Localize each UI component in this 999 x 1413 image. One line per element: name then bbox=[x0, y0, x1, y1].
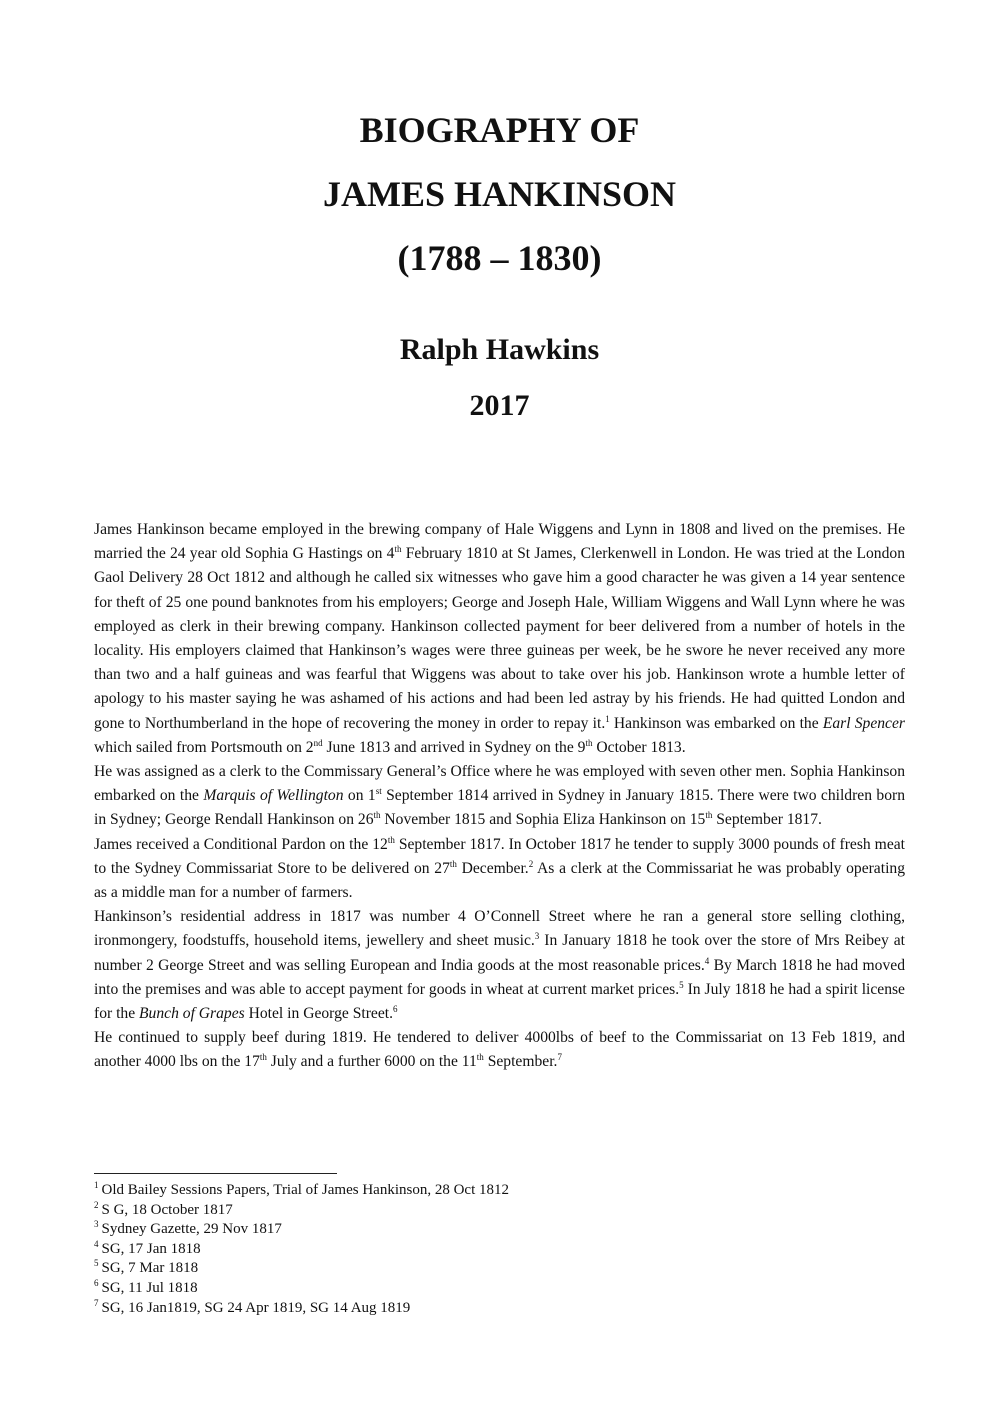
text-run: James received a Conditional Pardon on the 12 bbox=[94, 835, 388, 853]
footnote-ref-2[interactable]: 2 bbox=[528, 858, 534, 869]
footnote-6 bbox=[94, 1279, 905, 1299]
footnote-7 bbox=[94, 1299, 905, 1319]
paragraph-3 bbox=[94, 833, 905, 906]
footnote-5 bbox=[94, 1259, 905, 1279]
ordinal-suffix: th bbox=[705, 810, 713, 821]
footnote-1 bbox=[94, 1181, 905, 1201]
text-run: He continued to supply beef during 1819. He tendered to deliver 4000lbs of beef to the Commissariat on 13 Feb 1819, and another 4000 lbs on the 17 bbox=[94, 1029, 905, 1071]
ordinal-suffix: th bbox=[585, 737, 593, 748]
text-run: September 1817. bbox=[712, 811, 822, 829]
text-run: on 1 bbox=[343, 787, 376, 805]
footnote-text: SG, 7 Mar 1818 bbox=[101, 1260, 199, 1277]
text-run: December. bbox=[456, 859, 529, 877]
footnote-number: 3 bbox=[94, 1219, 99, 1230]
footnote-ref-6[interactable]: 6 bbox=[392, 1004, 398, 1015]
ordinal-suffix: st bbox=[375, 786, 382, 797]
text-run: June 1813 and arrived in Sydney on the 9 bbox=[322, 738, 586, 756]
ordinal-suffix: th bbox=[394, 544, 402, 555]
title-line-2: JAMES HANKINSON bbox=[322, 174, 677, 214]
footnote-3 bbox=[94, 1220, 905, 1240]
text-run: September 1814 arrived in Sydney in January 1815. There were two children born in Sydney; George Rendall Hankinson on 26 bbox=[94, 787, 905, 829]
paragraph-5 bbox=[94, 1026, 905, 1074]
text-run: As a clerk at the Commissariat he was probably operating as a middle man for a number of farmers. bbox=[94, 859, 905, 902]
paragraph-2 bbox=[94, 760, 905, 833]
document-title bbox=[0, 98, 999, 290]
paragraph-4 bbox=[94, 905, 905, 1026]
text-run: September. bbox=[483, 1053, 558, 1071]
byline bbox=[0, 322, 999, 434]
footnote-text: Old Bailey Sessions Papers, Trial of James Hankinson, 28 Oct 1812 bbox=[101, 1182, 509, 1198]
text-run: Hankinson’s residential address in 1817 was number 4 O’Connell Street where he ran a general store selling clothing, ironmongery, foodstuffs, household items, jewellery and sheet music. bbox=[94, 908, 905, 950]
footnote-ref-7[interactable]: 7 bbox=[557, 1052, 562, 1063]
footnote-ref-4[interactable]: 4 bbox=[704, 955, 710, 966]
footnote-separator bbox=[94, 1173, 337, 1174]
footnote-2 bbox=[94, 1201, 905, 1221]
title-line-3: (1788 – 1830) bbox=[397, 238, 602, 278]
publication-year: 2017 bbox=[469, 389, 530, 422]
text-run: which sailed from Portsmouth on 2 bbox=[94, 738, 314, 756]
ordinal-suffix: nd bbox=[313, 737, 323, 748]
footnote-text: Sydney Gazette, 29 Nov 1817 bbox=[101, 1221, 282, 1238]
footnote-ref-1[interactable]: 1 bbox=[605, 713, 610, 724]
ordinal-suffix: th bbox=[259, 1052, 267, 1063]
text-run: November 1815 and Sophia Eliza Hankinson on 15 bbox=[380, 811, 706, 829]
footnote-text: SG, 16 Jan1819, SG 24 Apr 1819, SG 14 Aug 1819 bbox=[101, 1299, 411, 1316]
text-run: He was assigned as a clerk to the Commissary General’s Office where he was employed with seven other men. Sophia Hankinson embarked on the bbox=[94, 763, 905, 805]
footnote-text: SG, 11 Jul 1818 bbox=[101, 1279, 198, 1296]
text-run: September 1817. In October 1817 he tender to supply 3000 pounds of fresh meat to the Sydney Commissariat Store to be delivered on 27 bbox=[94, 835, 905, 877]
ordinal-suffix: th bbox=[373, 810, 381, 821]
footnote-number: 2 bbox=[94, 1199, 99, 1210]
text-run: Hankinson was embarked on the bbox=[609, 714, 823, 732]
body-text bbox=[94, 518, 905, 1075]
footnote-4 bbox=[94, 1240, 905, 1260]
footnote-number: 4 bbox=[94, 1238, 99, 1249]
ship-name: Marquis of Wellington bbox=[203, 787, 344, 805]
title-line-1: BIOGRAPHY OF bbox=[359, 110, 640, 150]
author-name: Ralph Hawkins bbox=[399, 333, 600, 366]
footnote-number: 1 bbox=[94, 1180, 99, 1190]
text-run: In January 1818 he took over the store of Mrs Reibey at number 2 George Street and was selling European and India goods at the most reasonable prices. bbox=[94, 932, 905, 974]
text-run: October 1813. bbox=[592, 738, 686, 756]
text-run: By March 1818 he had moved into the premises and was able to accept payment for goods in wheat at current market prices. bbox=[94, 956, 905, 998]
hotel-name: Bunch of Grapes bbox=[139, 1005, 245, 1023]
text-run: February 1810 at St James, Clerkenwell in London. He was tried at the London Gaol Delivery 28 Oct 1812 and although he called six witnesses who gave him a good character he was given a 14 year sentence for theft of 25 one pound banknotes from his employers; George and Joseph Hale, William Wiggens and Wall Lynn where he was employed as clerk in their brewing company. Hankinson collected payment for beer delivered from a number of hotels in the locality. His employers claimed that Hankinson’s wages were three guineas per week, be he swore he never received any more than two and a half guineas and was fearful that Wiggens was about to take over his job. Hankinson wrote a humble letter of apology to his master saying he was ashamed of his actions and had been led astray by his friends. He had quitted London and gone to Northumberland in the hope of recovering the money in order to repay it. bbox=[94, 545, 905, 732]
footnote-text: SG, 17 Jan 1818 bbox=[101, 1240, 201, 1257]
footnote-ref-5[interactable]: 5 bbox=[679, 979, 684, 990]
text-run: James Hankinson became employed in the brewing company of Hale Wiggens and Lynn in 1808 and lived on the premises. He married the 24 year old Sophia G Hastings on 4 bbox=[94, 521, 905, 563]
ship-name: Earl Spencer bbox=[822, 714, 905, 732]
footnote-number: 7 bbox=[94, 1297, 99, 1308]
text-run: Hotel in George Street. bbox=[244, 1005, 393, 1023]
footnotes bbox=[94, 1181, 905, 1318]
text-run: July and a further 6000 on the 11 bbox=[266, 1053, 477, 1071]
footnote-text: S G, 18 October 1817 bbox=[101, 1201, 233, 1218]
footnote-number: 6 bbox=[94, 1277, 99, 1288]
footnote-ref-3[interactable]: 3 bbox=[534, 931, 540, 942]
ordinal-suffix: th bbox=[449, 858, 457, 869]
footnote-number: 5 bbox=[94, 1258, 99, 1269]
ordinal-suffix: th bbox=[476, 1052, 484, 1063]
text-run: In July 1818 he had a spirit license for the bbox=[94, 980, 905, 1023]
paragraph-1 bbox=[94, 518, 905, 760]
ordinal-suffix: th bbox=[387, 834, 395, 845]
